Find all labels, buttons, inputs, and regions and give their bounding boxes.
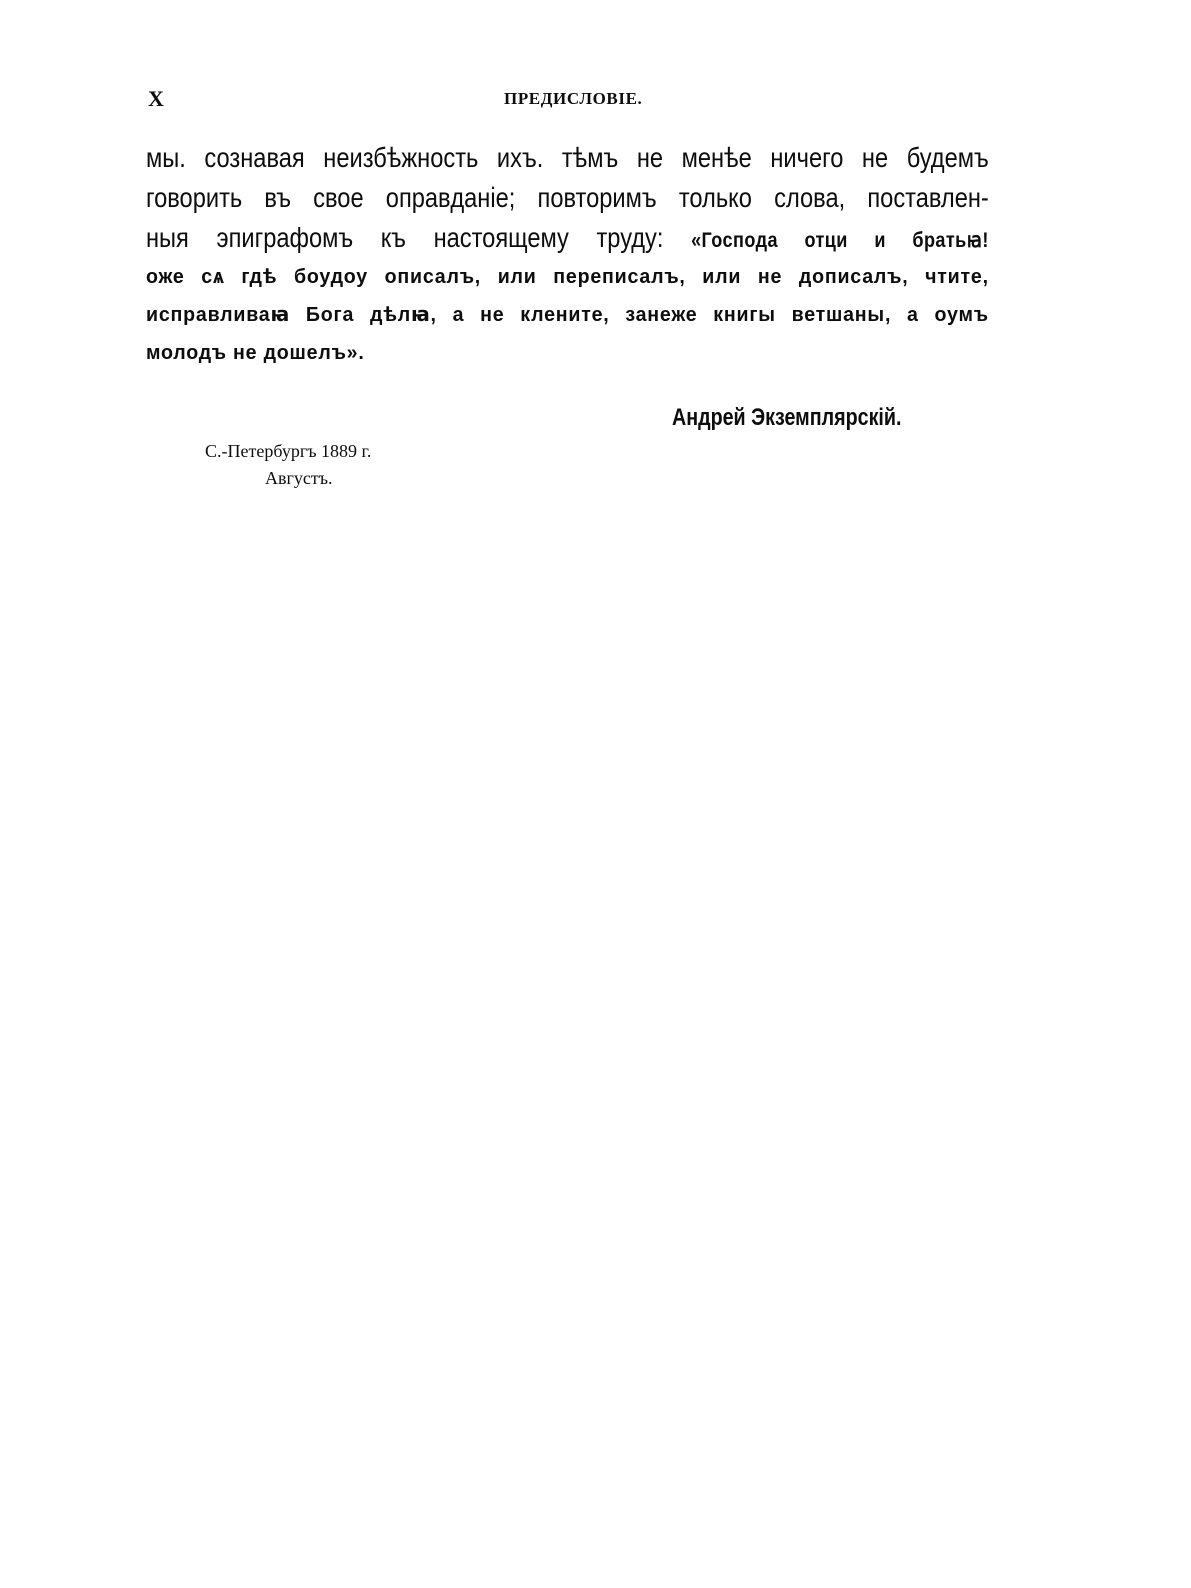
body-text [146,138,988,372]
author-signature: Андрей Экземплярскій. [672,404,902,431]
epigraph-line: молодъ не дошелъ». [146,342,365,364]
text-line [146,218,989,258]
epigraph-line: оже сѧ гдѣ боудоу описалъ, или переписалъ, или не дописалъ, чтите, [146,266,989,288]
running-title: ПРЕДИСЛОВІЕ. [504,89,643,108]
text-line-prefix: ныя эпиграфомъ къ настоящему труду: [146,222,692,253]
text-line: говорить въ свое оправданіе; повторимъ только слова, поставлен- [146,182,989,213]
epigraph-quote-start: «Господа отци и братьꙗ! [691,229,989,252]
text-line: мы. сознавая неизбѣжность ихъ. тѣмъ не менѣе ничего не будемъ [146,142,989,173]
page-header [148,86,986,116]
page-number: X [148,86,165,111]
month: Августъ. [265,468,333,488]
place-date: С.-Петербургъ 1889 г. [205,441,372,461]
epigraph-line: исправливаꙗ Бога дѣлꙗ, а не клените, занеже книгы ветшаны, а оумъ [146,304,989,326]
